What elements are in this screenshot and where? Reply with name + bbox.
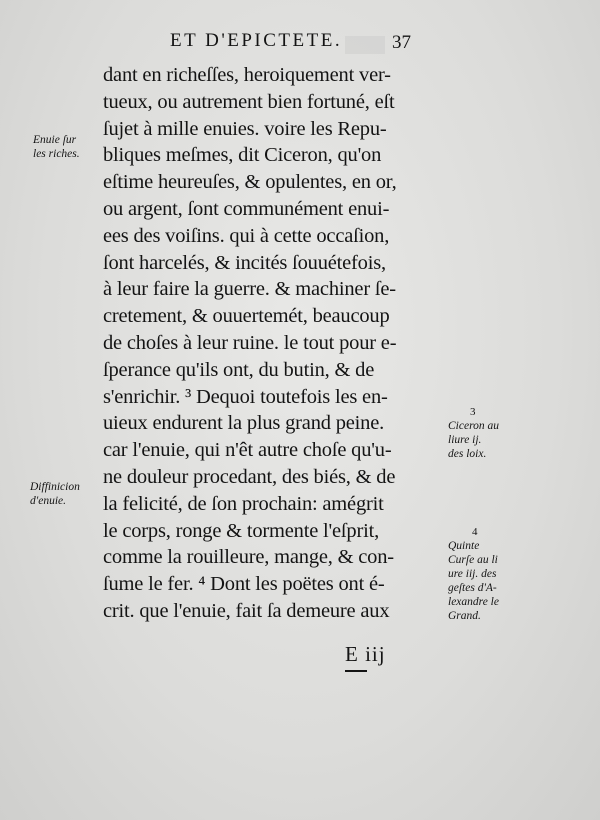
margin-note-line: les riches. [33,148,80,160]
margin-note-definition [30,480,80,508]
text-line: ſont harcelés, & incités ſouuétefois, [103,251,386,274]
signature-mark [345,642,386,667]
main-text-block [103,62,443,625]
signature-text: E iij [345,642,386,666]
text-line: ſume le fer. ⁴ Dont les poëtes ont é- [103,573,385,596]
margin-note-line: liure ij. [448,434,482,446]
margin-note-line: ure iij. des [448,568,497,580]
text-line: ſujet à mille enuies. voire les Repu- [103,117,387,140]
text-line: ſperance qu'ils ont, du butin, & de [103,358,375,381]
footnote-number: 3 [470,406,476,418]
text-line: comme la rouilleure, mange, & con- [103,546,394,569]
text-line: le corps, ronge & tormente l'eſprit, [103,519,380,542]
text-line: à leur faire la guerre. & machiner ſe- [103,278,396,301]
margin-note-line: Grand. [448,610,481,622]
text-line: s'enrichir. ³ Dequoi toutefois les en- [103,385,388,408]
text-line: tueux, ou autrement bien fortuné, eſt [103,90,395,113]
text-line: de choſes à leur ruine. le tout pour e- [103,331,397,354]
text-line: crit. que l'enuie, fait ſa demeure aux [103,599,390,622]
margin-note-line: d'enuie. [30,495,66,507]
margin-note-line: des loix. [448,448,487,460]
footnote-number: 4 [472,526,478,538]
running-title: ET D'EPICTETE. [170,30,343,51]
page-number: 37 [392,32,411,53]
text-line: dant en richeſſes, heroiquement ver- [103,64,391,86]
margin-note-quinte-curse [448,525,499,623]
margin-note-line: Enuie ſur [33,134,77,146]
text-line: eſtime heureuſes, & opulentes, en or, [103,171,397,194]
margin-note-line: Ciceron au [448,420,499,432]
margin-note-line: lexandre le [448,596,499,608]
margin-note-envy-riches [33,133,80,161]
text-line: bliques meſmes, dit Ciceron, qu'on [103,144,382,167]
text-line: car l'enuie, qui n'êt autre choſe qu'u- [103,439,392,462]
margin-note-line: geſtes d'A- [448,582,497,594]
text-line: ne douleur procedant, des biés, & de [103,465,396,488]
signature-underline [345,670,367,672]
bleed-through-mark [345,36,385,54]
text-line: la felicité, de ſon prochain: amégrit [103,492,384,515]
text-line: cretement, & ouuertemét, beaucoup [103,305,390,328]
margin-note-line: Quinte [448,540,480,552]
text-line: ees des voiſins. qui à cette occaſion, [103,224,390,247]
margin-note-line: Diffinicion [30,481,80,493]
text-line: uieux endurent la plus grand peine. [103,412,385,435]
text-line: ou argent, ſont communément enui- [103,197,390,220]
margin-note-ciceron [448,405,499,461]
margin-note-line: Curſe au li [448,554,498,566]
